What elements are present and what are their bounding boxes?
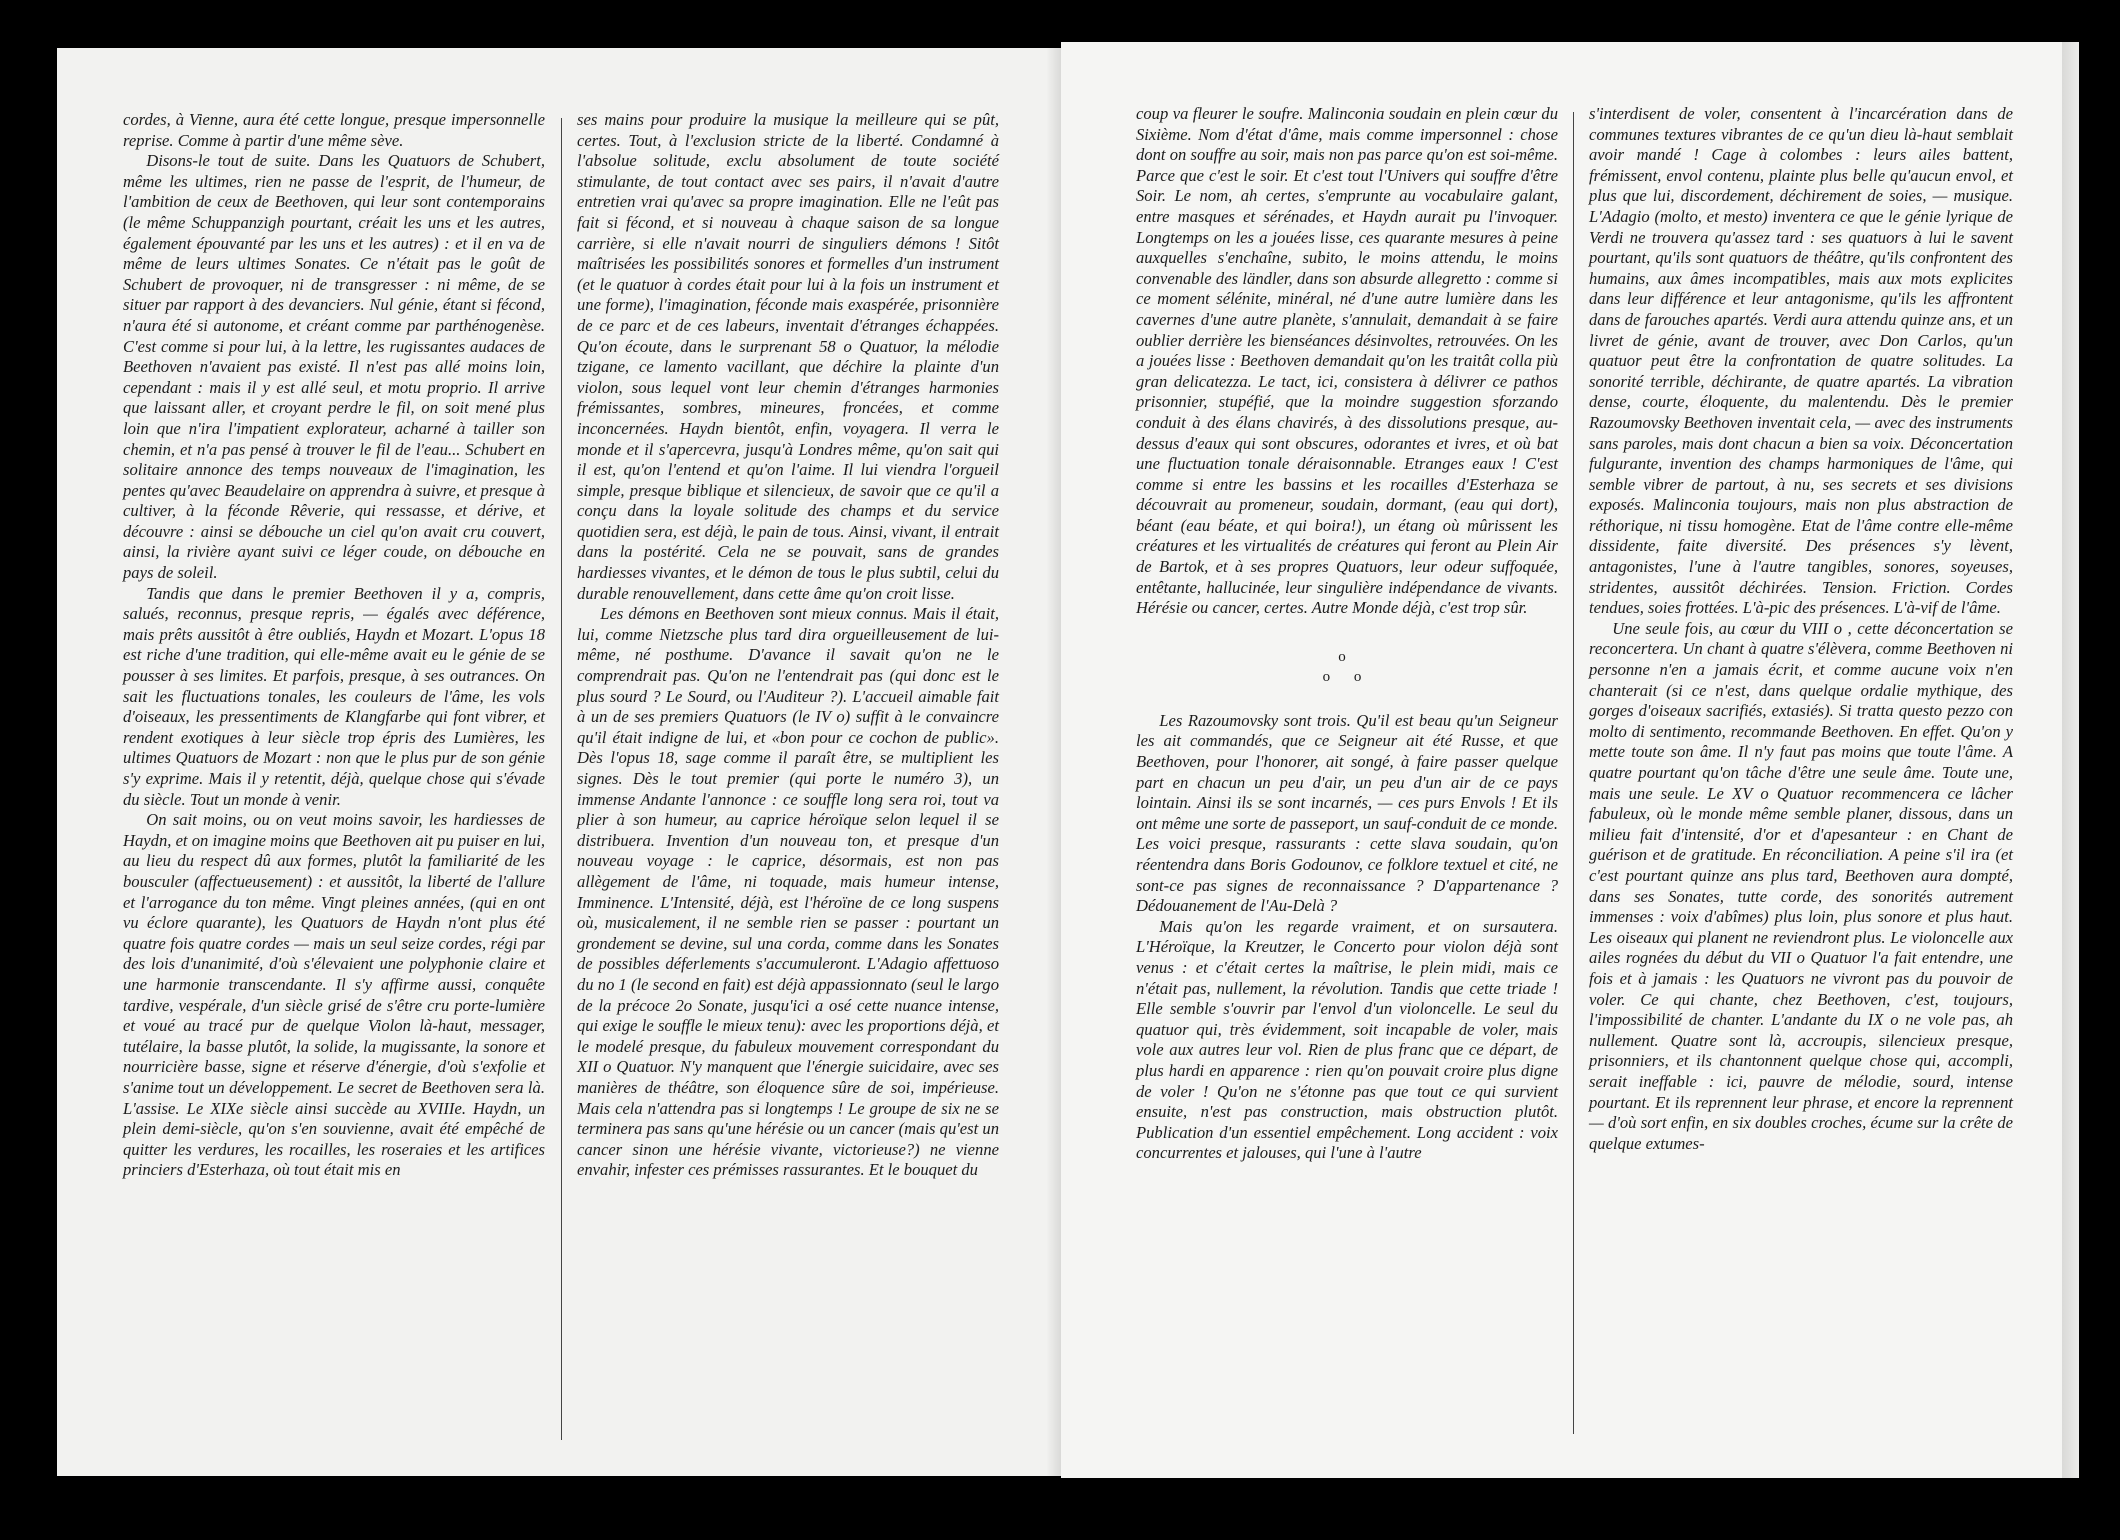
paragraph: Tandis que dans le premier Beethoven il y a, compris, salués, reconnus, presque repris, — égalés avec déférence, mais prêts aussitôt à être oubliés, Haydn et Mozart. L'opus 18 est riche d'une tradition, qui elle-même avait eu le génie de se pousser à ses limites. Et parfois, presque, à ses outrances. On sait les fluctuations tonales, les couleurs de l'âme, les vols d'oiseaux, les pressentiments de Klangfarbe qui font vibrer, et rendent exotiques à leur siècle trop épris des Lumières, les ultimes Quatuors de Mozart : non que le plus pur de son génie s'y exprime. Mais il y retentit, déjà, quelque chose qui s'évade du siècle. Tout un monde à venir. bbox=[123, 583, 545, 809]
left-page-column-1 bbox=[123, 110, 545, 1181]
paragraph: s'interdisent de voler, consentent à l'incarcération dans de communes textures vibrantes de ce qu'un dieu là-haut semblait avoir mandé ! Cage à colombes : leurs ailes battent, frémissent, envol contenu, plainte plus belle qu'aucun envol, et plus que lui, discordement, déchirement de soies, — musique. L'Adagio (molto, et mesto) inventera ce que le génie lyrique de Verdi ne trouvera qu'assez tard : ses quatuors à lui le savent pourtant, qu'ils sont quatuors de théâtre, qu'ils confrontent des humains, aux âmes incompatibles, mais aux mots explicites dans leur différence et leur antagonisme, qu'ils les affrontent dans de farouches apartés. Verdi aura attendu quinze ans, et un livret de génie, avant de trouver, avec Don Carlos, qu'un quatuor peut être la confrontation de quatre solitudes. La sonorité terrible, déchirante, de quatre apartés. La vibration dense, courte, éloquente, du malentendu. Dès le premier Razoumovsky Beethoven inventait cela, — avec des instruments sans paroles, mais dont chacun a bien sa voix. Déconcertation fulgurante, invention des champs harmoniques de l'âme, qui semble vibrer de partout, à nu, ses secrets et ses divisions exposés. Malinconia toujours, mais non plus abstraction de réthorique, ni tissu homogène. Etat de l'âme contre elle-même dissidente, faite diversité. Des présences s'y lèvent, antagonistes, l'une à l'autre tangibles, sonores, soyeuses, stridentes, aussitôt déchirées. Tension. Friction. Cordes tendues, soies frottées. L'à-pic des présences. L'à-vif de l'âme. bbox=[1589, 104, 2013, 618]
column-divider bbox=[1573, 112, 1574, 1434]
paragraph: Une seule fois, au cœur du VIII o , cette déconcertation se reconcertera. Un chant à quatre s'élèvera, comme Beethoven ni personne n'en a jamais écrit, et comme aucune voix n'en chanterait (si ce n'est, dans quelque ordalie mythique, des gorges d'oiseaux sacrifiés, extasiés). Si tratta questo pezzo con molto di sentimento, recommande Beethoven. En effet. Qu'on y mette toute son âme. Il n'y faut pas moins que toute l'âme. A quatre pourtant qu'on tâche d'être une seule âme. Toute une, mais une seule. Le XV o Quatuor recommencera ce lâcher fabuleux, où le monde même semble planer, dissous, dans un milieu fait d'intensité, d'or et d'apesanteur : en Chant de guérison et de gratitude. En réconciliation. A peine s'il ira (et c'est pourtant quinze ans plus tard, Beethoven aura dompté, dans ses Sonates, tutte corde, des sonorités autrement immenses : voix d'abîmes) plus loin, plus sonore et plus haut. Les oiseaux qui planent ne reviendront plus. Le violoncelle aux ailes rognées du début du VII o Quatuor l'a fait entendre, une fois et à jamais : les Quatuors ne vivront pas du pouvoir de voler. Ce qui chante, chez Beethoven, c'est, toujours, l'impossibilité de chanter. L'andante du IX o ne vole pas, ah nullement. Quatre sont là, accroupis, silencieux presque, prisonniers, et ils chantonnent quelque chose qui, accompli, serait ineffable : ici, pauvre de mélodie, sourd, intense pourtant. Et ils reprennent leur phrase, et encore la reprennent — d'où sort enfin, en six doubles croches, écume sur la crête de quelque extumes- bbox=[1589, 618, 2013, 1153]
left-page-column-2 bbox=[577, 110, 999, 1181]
paragraph: Les Razoumovsky sont trois. Qu'il est beau qu'un Seigneur les ait commandés, que ce Seigneur ait été Russe, et que Beethoven, pour l'honorer, ait songé, à faire passer quelque part en chacun un peu d'air, un peu d'un air de ce pays lointain. Ainsi ils se sont incarnés, — ces purs Envols ! Et ils ont même une sorte de passeport, un sauf-conduit de ce monde. Les voici presque, rassurants : cette slava soudain, qu'on réentendra dans Boris Godounov, ce folklore textuel et cité, ne sont-ce pas signes de reconnaissance ? D'appartenance ? Dédouanement de l'Au-Delà ? bbox=[1136, 710, 1558, 916]
right-page-column-1 bbox=[1136, 104, 1558, 1164]
paragraph: cordes, à Vienne, aura été cette longue, presque impersonnelle reprise. Comme à partir d'une même sève. bbox=[123, 110, 545, 150]
page-edge bbox=[2062, 42, 2079, 1478]
paragraph: Les démons en Beethoven sont mieux connus. Mais il était, lui, comme Nietzsche plus tard dira orgueilleusement de lui-même, né posthume. D'avance il savait qu'on ne le comprendrait pas. Qu'on ne l'entendrait pas (qui donc est le plus sourd ? Le Sourd, ou l'Auditeur ?). L'accueil aimable fait à un de ses premiers Quatuors (le IV o) suffit à le convaincre qu'il était indigne de lui, et «bon pour ce cochon de public». Dès l'opus 18, sage comme il paraît être, se multiplient les signes. Dès le tout premier (qui porte le numéro 3), un immense Andante l'annonce : ce souffle long sera roi, tout va plier à son humeur, au caprice héroïque selon lequel il se distribuera. Invention d'un nouveau ton, et presque d'un nouveau voyage : le caprice, désormais, est non pas allègement de l'âme, ni toquade, mais humeur intense, Imminence. L'Intensité, déjà, est l'héroïne de ce long suspens où, musicalement, il ne semble rien se passer : pourtant un grondement se devine, sul una corda, comme dans les Sonates de possibles déferlements s'accumuleront. L'Adagio affettuoso du no 1 (le second en fait) est déjà appassionnato (seul le largo de la précoce 2o Sonate, jusqu'ici a osé cette nuance intense, qui exige le souffle le mieux tenu): avec les proportions déjà, et le modelé presque, du fabuleux mouvement correspondant du XII o Quatuor. N'y manquent que l'énergie suicidaire, avec ses manières de théâtre, son éloquence sûre de soi, impérieuse. Mais cela n'attendra pas si longtemps ! Le groupe de six ne se terminera pas sans qu'une hérésie ou un cancer (mais qu'est un cancer sinon une hérésie vivante, victorieuse?) ne vienne envahir, infester ces prémisses rassurantes. Et le bouquet du bbox=[577, 604, 999, 1180]
left-page bbox=[57, 48, 1061, 1476]
right-page-column-2 bbox=[1589, 104, 2013, 1154]
paragraph: Mais qu'on les regarde vraiment, et on sursautera. L'Héroïque, la Kreutzer, le Concerto pour violon déjà sont venus : et c'était certes la maîtrise, le plein midi, mais ce n'était pas, nullement, la révolution. Tandis que cette triade ! Elle semble s'ouvrir par l'envol d'un violoncelle. Le seul du quatuor qui, très évidemment, soit incapable de voler, mais vole aux autres leur vol. Rien de plus franc que ce départ, de plus hardi en apparence : rien qu'on pouvait croire plus digne de voler ! Qu'on ne s'étonne pas que tout ce qui survient ensuite, n'est pas construction, mais obstruction plutôt. Publication d'un essentiel empêchement. Long accident : voix concurrentes et jalouses, qui l'une à l'autre bbox=[1136, 916, 1558, 1163]
paragraph: On sait moins, ou on veut moins savoir, les hardiesses de Haydn, et on imagine moins que Beethoven ait pu puiser en lui, au lieu du respect dû aux formes, plutôt la familiarité de les bousculer (affectueusement) : et aussitôt, la liberté de l'allure et l'arrogance du ton même. Vingt pleines années, (qui en ont vu éclore quarante), les Quatuors de Haydn n'ont plus été quatre fois quatre cordes — mais un seul seize cordes, régi par des lois d'unanimité, d'où s'élevaient une polyphonie claire et une harmonie transcendante. Il s'y affirme aussi, conquête tardive, vespérale, d'un siècle grisé de s'être cru porte-lumière et voué au tracé pur de quelque Violon là-haut, messager, tutélaire, la basse plutôt, la solide, la mugissante, la sonore et nourricière basse, signe et réserve d'énergie, d'où s'exfolie et s'anime tout un développement. Le secret de Beethoven sera là. L'assise. Le XIXe siècle ainsi succède au XVIIIe. Haydn, un plein demi-siècle, qu'on s'en souvienne, avait été empêché de quitter les verdures, les rocailles, les roseraies et les artifices princiers d'Esterhaza, où tout était mis en bbox=[123, 810, 545, 1180]
column-divider bbox=[561, 118, 562, 1440]
section-separator: o o o bbox=[1322, 648, 1372, 685]
paragraph: Disons-le tout de suite. Dans les Quatuors de Schubert, même les ultimes, rien ne passe de l'esprit, de l'humeur, de l'ambition de ceux de Beethoven, qui leur sont contemporains (le même Schuppanzigh pourtant, créait les uns et les autres, également épouvanté par les uns et les autres) : et il en va de même de leurs ultimes Sonates. Ce n'était pas le goût de Schubert de provoquer, ni de transgresser : ni même, de se situer par rapport à des devanciers. Nul génie, étant si fécond, n'aura été si autonome, et créant comme par parthénogenèse. C'est comme si pour lui, à la lettre, les rugissantes audaces de Beethoven n'avaient pas existé. Il n'est pas allé moins loin, cependant : mais il y est allé seul, et motu proprio. Il arrive que laissant aller, et croyant perdre le fil, on soit mené plus loin que n'ira l'impatient explorateur, acharné à tailler son chemin, et n'a pas pensé à trouver le fil de l'eau... Schubert en solitaire annonce des temps nouveaux de l'imagination, les pentes qu'avec Beaudelaire on apprendra à suivre, et presque à cultiver, à la féconde Rêverie, qui ressasse, et dérive, et découvre : ainsi se débouche un ciel qu'on avait cru couvert, ainsi, la rivière ayant suivi ce léger coude, on débouche en pays de soleil. bbox=[123, 151, 545, 583]
paragraph: coup va fleurer le soufre. Malinconia soudain en plein cœur du Sixième. Nom d'état d'âme, mais comme impersonnel : chose dont on souffre au soir, mais non pas parce qu'on est soi-même. Parce que c'est le soir. Et c'est tout l'Univers qui souffre d'être Soir. Le nom, ah certes, s'emprunte au vocabulaire galant, entre masques et sérénades, et Haydn aurait pu l'invoquer. Longtemps on les a jouées lisse, ces quarante mesures à peine auxquelles s'enchaîne, subito, le moins attendu, le moins convenable des ländler, dans son absurde allegretto : comme si ce moment sélénite, minéral, né d'une autre lumière dans les cavernes d'une autre planète, s'annulait, demandait à se faire oublier derrière les bienséances désinvoltes, retrouvées. On les a jouées lisse : Beethoven demandait qu'on les traitât colla più gran delicatezza. Le tact, ici, consistera à délivrer ce pathos prisonnier, stupéfié, que la moindre suggestion sforzando conduit à des élans chavirés, à des dissolutions presque, au-dessus d'eaux qui sont obscures, odorantes et ivres, et où bat une fluctuation tonale déraisonnable. Etranges eaux ! C'est comme si entre les bassins et les rocailles d'Esterhaza se découvrait au promeneur, soudain, dormant, (eau qui dort), béant (eau béate, et qui boira!), un étang où mûrissent les créatures et les virtualités de créatures qui feront au Plein Air de Bartok, et à ses propres Quatuors, leur odeur suffoquée, entêtante, hallucinée, leur singulière indépendance de vivants. Hérésie ou cancer, certes. Autre Monde déjà, c'est trop sûr. bbox=[1136, 104, 1558, 618]
paragraph: ses mains pour produire la musique la meilleure qui se pût, certes. Tout, à l'exclusion stricte de la liberté. Condamné à l'absolue solitude, exclu absolument de toute société stimulante, de tout contact avec ses pairs, il n'avait d'autre entretien vrai qu'avec sa propre imagination. Elle ne l'eût pas fait si fécond, et si nouveau à chaque saison de sa longue carrière, si elle n'avait nourri de singuliers démons ! Sitôt maîtrisées les possibilités sonores et formelles d'un instrument (et le quatuor à cordes était pour lui à la fois un instrument et une forme), l'imagination, féconde mais exaspérée, prisonnière de ce parc et de ces labeurs, inventait d'étranges échappées. Qu'on écoute, dans le surprenant 58 o Quatuor, la mélodie tzigane, ce lamento vacillant, que déchire la plainte d'un violon, sous lequel vont leur chemin d'étranges harmonies frémissantes, sombres, mineures, froncées, et comme inconcernées. Haydn bientôt, enfin, voyagera. Il verra le monde et il s'apercevra, jusqu'à Londres même, qu'on sait qui il est, qu'on l'entend et qu'on l'aime. Il lui viendra l'orgueil simple, presque biblique et silencieux, de savoir que ce qu'il a conçu dans la loyale solitude des champs et du service quotidien sera, est déjà, le pain de tous. Ainsi, vivant, il entrait dans la postérité. Cela ne se pouvait, sans de grandes hardiesses vivantes, et le démon de tous le plus subtil, celui du durable renouvellement, dans cette âme qu'on croit lisse. bbox=[577, 110, 999, 603]
right-page bbox=[1061, 42, 2079, 1478]
